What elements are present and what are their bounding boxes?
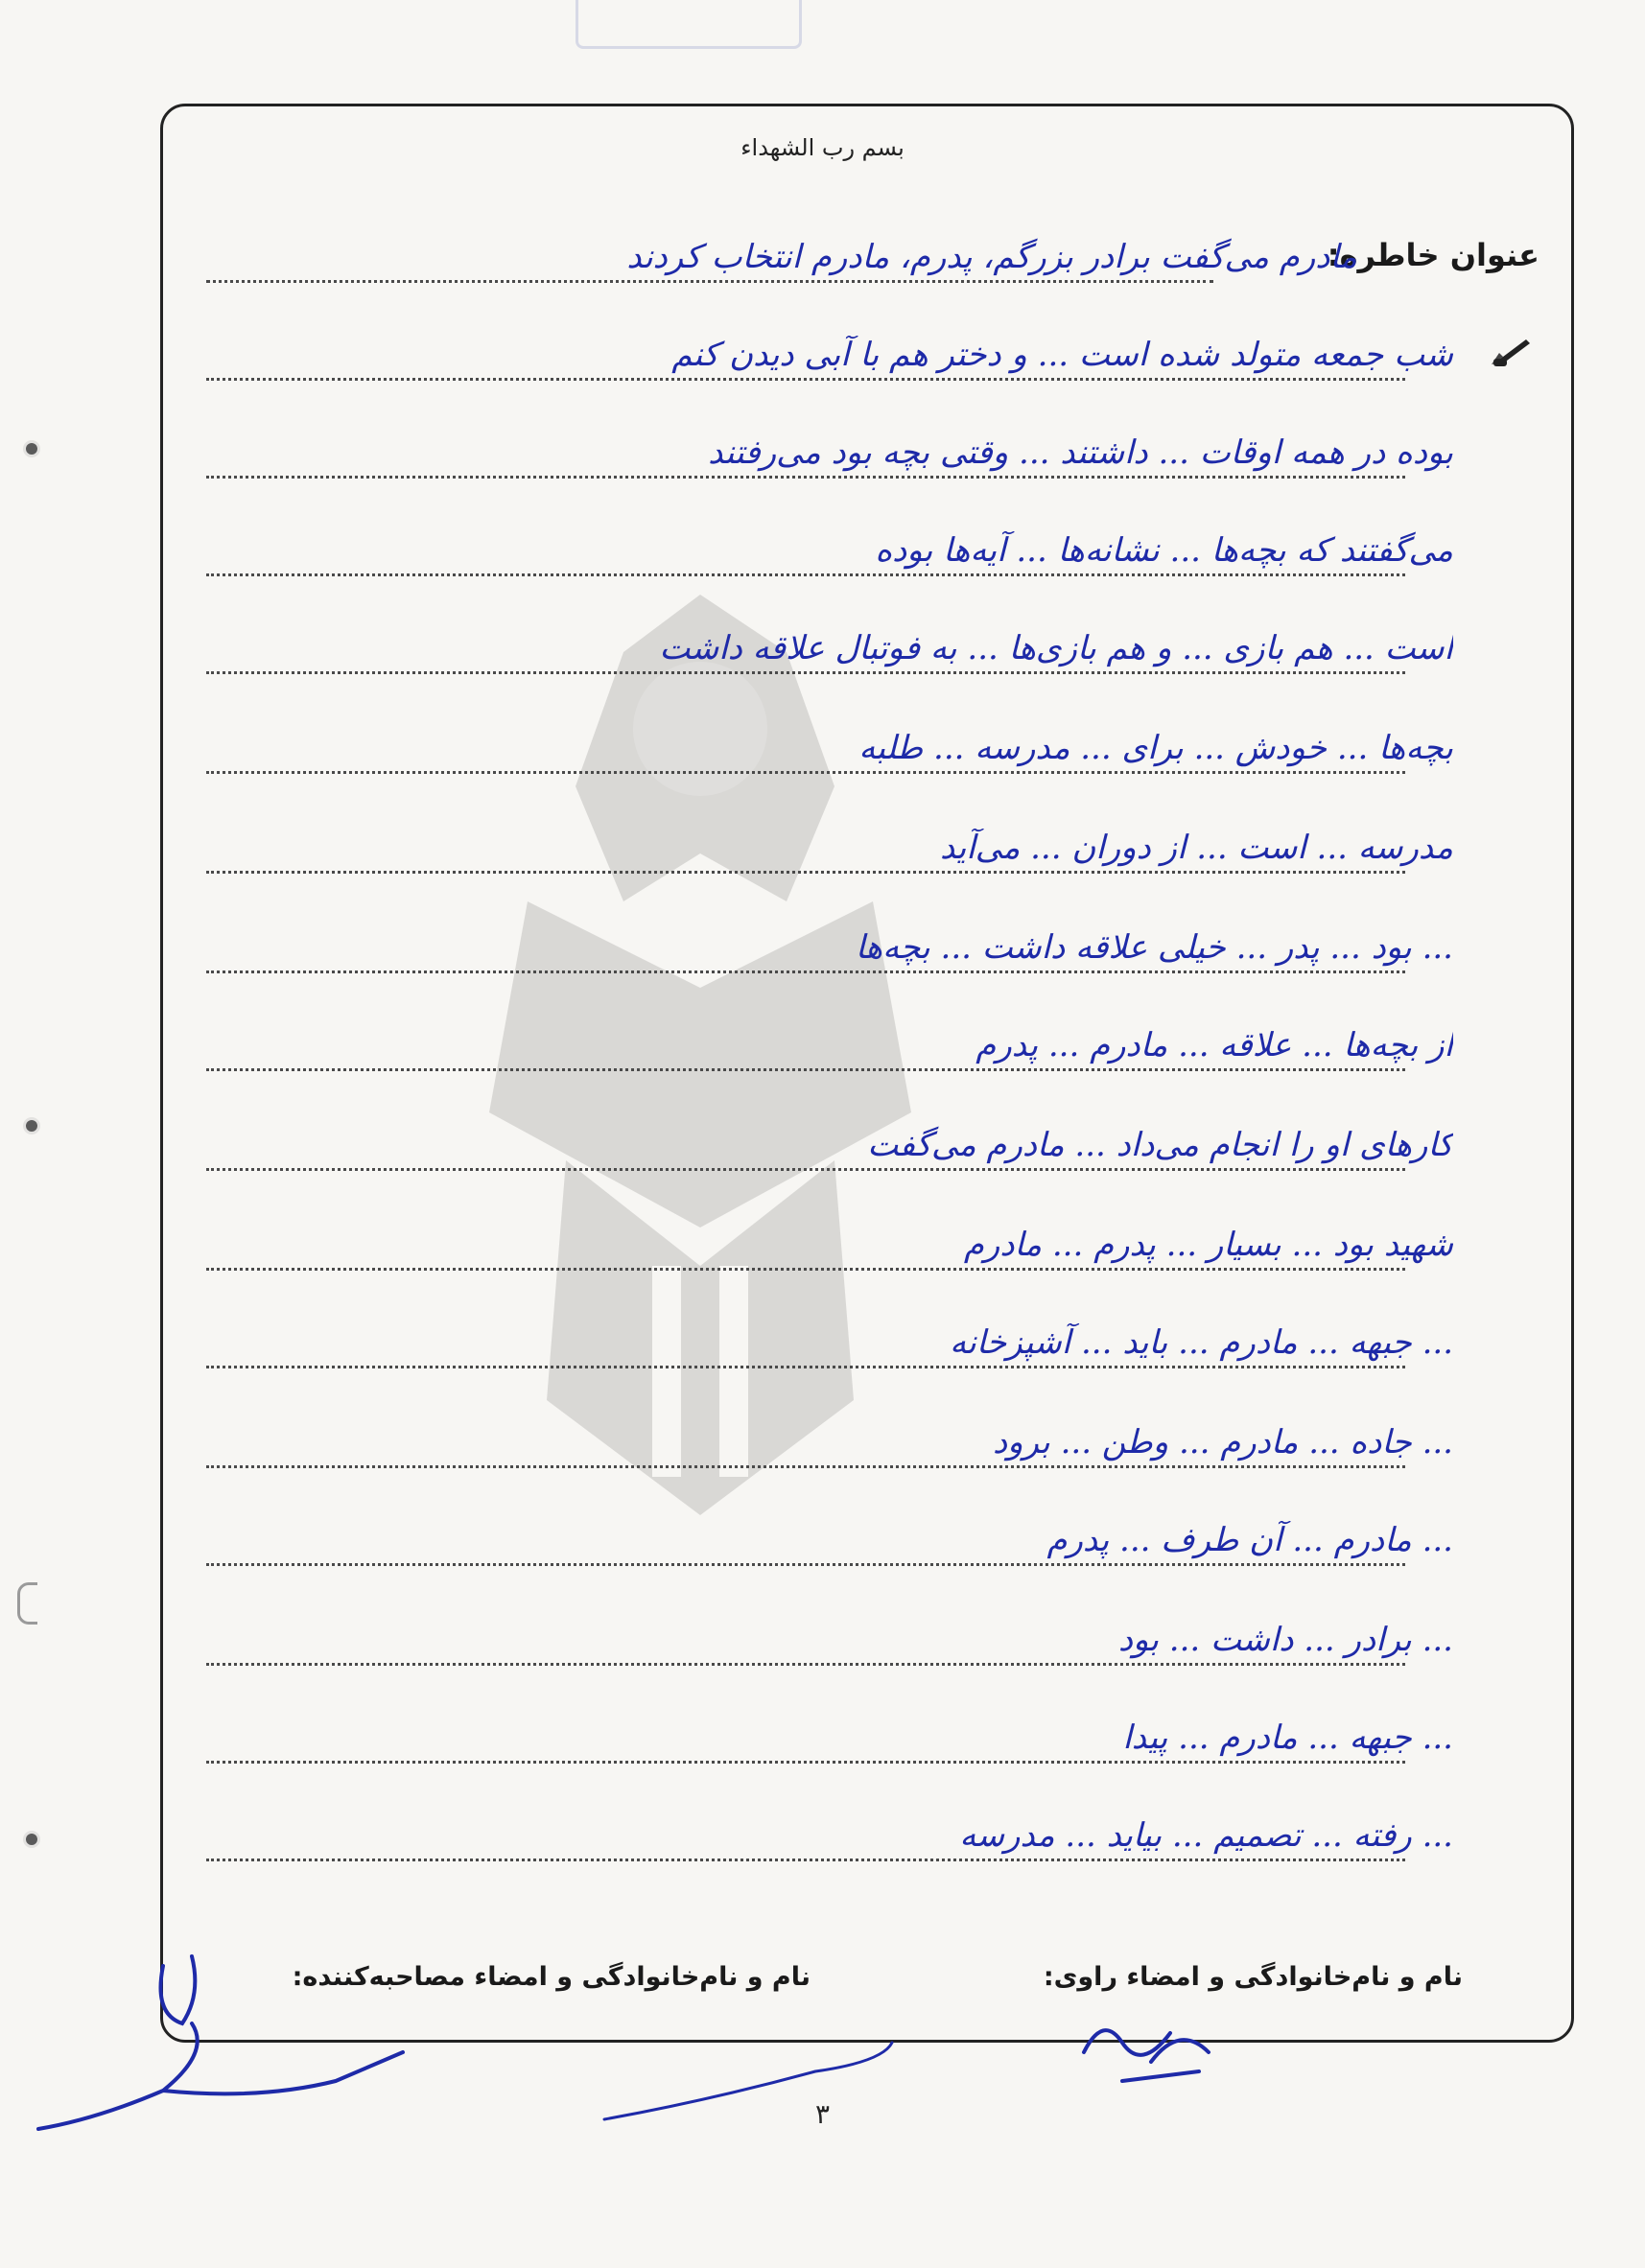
- binding-hole: [26, 1834, 37, 1845]
- handwritten-line: ... جبهه ... مادرم ... پیدا: [1122, 1719, 1453, 1757]
- narrator-signature-label: نام و نام‌خانوادگی و امضاء راوی:: [1043, 1962, 1463, 1992]
- writing-line: [206, 1761, 1405, 1764]
- writing-line: [206, 1366, 1405, 1368]
- writing-line: [206, 476, 1405, 479]
- writing-line: [206, 1859, 1405, 1861]
- writing-line: [206, 378, 1405, 381]
- binding-hole: [26, 443, 37, 455]
- interviewer-signature-label: نام و نام‌خانوادگی و امضاء مصاحبه‌کننده:: [292, 1962, 811, 1992]
- writing-line: [206, 1563, 1405, 1566]
- handwritten-line: است ... هم بازی ... و هم بازی‌ها ... به فوتبال علاقه داشت: [659, 629, 1453, 667]
- writing-line: [206, 1068, 1405, 1071]
- bleed-through-stamp: [576, 0, 802, 49]
- handwritten-line: ... رفته ... تصمیم ... بیاید ... مدرسه: [959, 1816, 1453, 1855]
- binding-hole: [26, 1120, 37, 1132]
- handwritten-line: بوده در همه اوقات ... داشتند ... وقتی بچه بود می‌رفتند: [708, 433, 1453, 472]
- writing-line: [206, 573, 1405, 576]
- writing-line: [206, 1465, 1405, 1468]
- handwritten-line: ... جاده ... مادرم ... وطن ... برود: [992, 1423, 1453, 1461]
- interviewer-signature: [1065, 1995, 1257, 2100]
- staple: [17, 1582, 37, 1625]
- handwritten-line: می‌گفتند که بچه‌ها ... نشانه‌ها ... آیه‌ها بوده: [875, 531, 1453, 570]
- writing-line: [206, 1168, 1405, 1171]
- memoir-title-label: عنوان خاطره:: [1327, 237, 1539, 273]
- writing-line: [206, 1663, 1405, 1666]
- writing-line: [206, 771, 1405, 774]
- writing-line: [206, 280, 1213, 283]
- writing-line: [206, 1268, 1405, 1271]
- handwritten-line: ... مادرم ... آن طرف ... پدرم: [1046, 1521, 1453, 1559]
- handwritten-line: مادرم می‌گفت برادر بزرگم، پدرم، مادرم انتخاب کردند: [626, 238, 1357, 276]
- handwritten-line: بچه‌ها ... خودش ... برای ... مدرسه ... طلبه: [858, 729, 1453, 767]
- handwritten-line: ... برادر ... داشت ... بود: [1117, 1621, 1453, 1659]
- handwritten-line: کارهای او را انجام می‌داد ... مادرم می‌گفت: [867, 1126, 1453, 1164]
- handwritten-line: شب جمعه متولد شده است ... و دختر هم با آبی دیدن کنم: [671, 336, 1453, 374]
- header-basmala: بسم رب الشهداء: [740, 134, 905, 161]
- writing-line: [206, 871, 1405, 874]
- handwritten-line: شهید بود ... بسیار ... پدرم ... مادرم: [963, 1226, 1453, 1264]
- handwritten-line: ... بود ... پدر ... خیلی علاقه داشت ... بچه‌ها: [855, 928, 1453, 967]
- writing-line: [206, 671, 1405, 674]
- writing-line: [206, 970, 1405, 973]
- page-number: ۳: [814, 2098, 831, 2130]
- pen-hand-icon: [1490, 336, 1532, 368]
- handwritten-line: ... جبهه ... مادرم ... باید ... آشپزخانه: [950, 1323, 1453, 1362]
- handwritten-line: از بچه‌ها ... علاقه ... مادرم ... پدرم: [975, 1026, 1453, 1064]
- handwritten-line: مدرسه ... است ... از دوران ... می‌آید: [939, 829, 1453, 867]
